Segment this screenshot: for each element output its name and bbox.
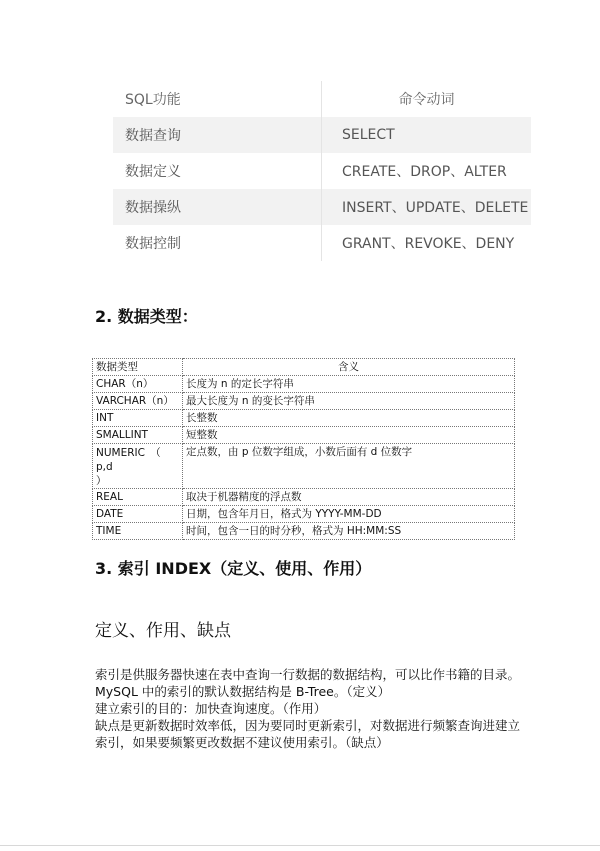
section-2-heading: 2. 数据类型：: [95, 307, 198, 326]
paragraph-line: 缺点是更新数据时效率低，因为要同时更新索引，对数据进行频繁查询进建立: [95, 718, 521, 733]
cell-line: NUMERIC （ p,d: [96, 447, 182, 473]
table-row: [93, 410, 515, 427]
paragraph-line: 索引是供服务器快速在表中查询一行数据的数据结构，可以比作书籍的目录。: [95, 667, 521, 682]
cell-line: ）: [96, 475, 107, 487]
section-3-heading: 3. 索引 INDEX（定义、使用、作用）: [95, 559, 372, 578]
table-cell: 定点数，由 p 位数字组成，小数后面有 d 位数字: [183, 444, 515, 489]
table-cell: CREATE、DROP、ALTER: [322, 153, 532, 189]
table-cell: GRANT、REVOKE、DENY: [322, 225, 532, 261]
paragraph-line: 建立索引的目的：加快查询速度。（作用）: [95, 701, 327, 716]
table-row: [113, 189, 531, 225]
table-row: [93, 376, 515, 393]
table-cell: [93, 444, 183, 489]
data-type-table: [92, 358, 515, 540]
header-cell: SQL功能: [113, 81, 322, 117]
paragraph-line: 索引，如果要频繁更改数据不建议使用索引。（缺点）: [95, 735, 389, 750]
table-cell: REAL: [93, 489, 183, 506]
table-cell: VARCHAR（n）: [93, 393, 183, 410]
table-cell: 取决于机器精度的浮点数: [183, 489, 515, 506]
table-row: [93, 393, 515, 410]
sql-function-table: [113, 81, 531, 261]
table-cell: 数据操纵: [113, 189, 322, 225]
header-cell: 命令动词: [322, 81, 532, 117]
table-cell: INSERT、UPDATE、DELETE: [322, 189, 532, 225]
table-cell: 短整数: [183, 427, 515, 444]
table-row: [93, 523, 515, 540]
table-cell: 日期，包含年月日，格式为 YYYY-MM-DD: [183, 506, 515, 523]
table-cell: 长整数: [183, 410, 515, 427]
table-row: [93, 427, 515, 444]
table-cell: SMALLINT: [93, 427, 183, 444]
table-header-row: [93, 359, 515, 376]
table-header-row: [113, 81, 531, 117]
table-row: [93, 444, 515, 489]
page-bottom-divider: [0, 845, 600, 846]
table-cell: INT: [93, 410, 183, 427]
table-cell: 数据查询: [113, 117, 322, 153]
index-paragraph: [95, 666, 525, 751]
header-cell: 数据类型: [93, 359, 183, 376]
table-cell: DATE: [93, 506, 183, 523]
table-cell: 数据控制: [113, 225, 322, 261]
table-cell: 长度为 n 的定长字符串: [183, 376, 515, 393]
table-cell: 最大长度为 n 的变长字符串: [183, 393, 515, 410]
header-cell: 含义: [183, 359, 515, 376]
table-cell: TIME: [93, 523, 183, 540]
table-row: [93, 489, 515, 506]
table-cell: 数据定义: [113, 153, 322, 189]
table-row: [113, 225, 531, 261]
table-cell: CHAR（n）: [93, 376, 183, 393]
table-row: [113, 117, 531, 153]
table-cell: 时间，包含一日的时分秒，格式为 HH:MM:SS: [183, 523, 515, 540]
paragraph-line: MySQL 中的索引的默认数据结构是 B-Tree。（定义）: [95, 684, 391, 699]
table-cell: SELECT: [322, 117, 532, 153]
table-row: [113, 153, 531, 189]
subsection-heading: 定义、作用、缺点: [95, 621, 231, 641]
table-row: [93, 506, 515, 523]
